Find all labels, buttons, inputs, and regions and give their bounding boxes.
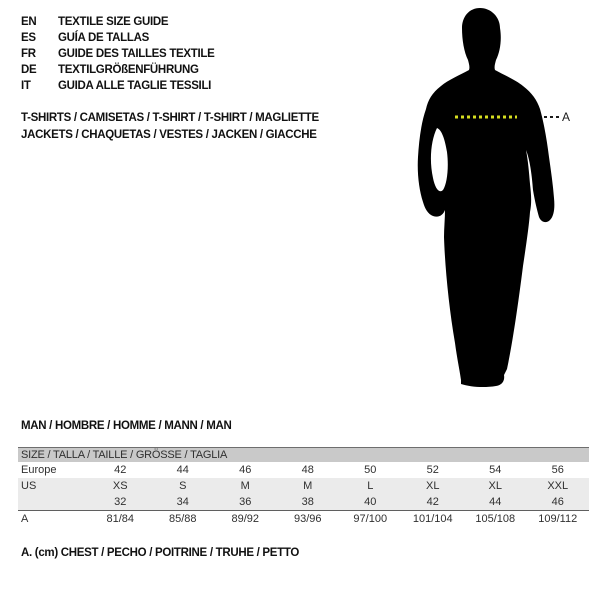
man-silhouette-path <box>418 8 555 387</box>
size-table-header: SIZE / TALLA / TAILLE / GRÖSSE / TAGLIA <box>18 447 589 462</box>
language-label: TEXTILE SIZE GUIDE <box>58 16 169 28</box>
size-cell: 85/88 <box>168 513 197 525</box>
size-cell: XL <box>426 480 440 492</box>
language-label: GUÍA DE TALLAS <box>58 32 149 44</box>
size-cell: M <box>240 480 250 492</box>
size-cell: 34 <box>176 496 189 508</box>
measure-label-a: A <box>562 110 571 124</box>
size-cell: 52 <box>426 464 439 476</box>
language-code: FR <box>21 48 36 60</box>
size-cell: 101/104 <box>412 513 453 525</box>
table-row-chest-a <box>18 510 589 527</box>
table-row-europe <box>18 462 589 478</box>
language-label: GUIDA ALLE TAGLIE TESSILI <box>58 80 212 92</box>
category-list <box>21 110 319 144</box>
size-cell: 44 <box>489 496 502 508</box>
size-cell: XS <box>112 480 128 492</box>
row-label: A <box>21 513 29 525</box>
size-cell: 42 <box>114 464 127 476</box>
language-code: ES <box>21 32 36 44</box>
language-label: GUIDE DES TAILLES TEXTILE <box>58 48 215 60</box>
row-label: Europe <box>21 464 57 476</box>
size-cell: 54 <box>489 464 502 476</box>
size-cell: XXL <box>547 480 569 492</box>
language-label: TEXTILGRÖßENFÜHRUNG <box>58 64 199 76</box>
size-cell: 109/112 <box>538 513 578 525</box>
section-title-man: MAN / HOMBRE / HOMME / MANN / MAN <box>21 420 232 432</box>
language-code: EN <box>21 16 37 28</box>
size-cell: M <box>303 480 313 492</box>
language-code: DE <box>21 64 37 76</box>
language-row <box>21 62 215 78</box>
size-cell: 93/96 <box>293 513 322 525</box>
language-row <box>21 46 215 62</box>
man-silhouette-figure <box>405 0 600 400</box>
size-cell: 42 <box>426 496 439 508</box>
measurement-footnote: A. (cm) CHEST / PECHO / POITRINE / TRUHE / PETTO <box>21 547 300 559</box>
size-cell: 44 <box>176 464 189 476</box>
size-cell: S <box>179 480 187 492</box>
size-cell: 38 <box>301 496 314 508</box>
size-cell: 81/84 <box>106 513 135 525</box>
category-jackets: JACKETS / CHAQUETAS / VESTES / JACKEN / GIACCHE <box>21 129 317 141</box>
size-cell: 97/100 <box>353 513 388 525</box>
category-tshirts: T-SHIRTS / CAMISETAS / T-SHIRT / T-SHIRT / MAGLIETTE <box>21 112 319 124</box>
row-label: US <box>21 480 37 492</box>
table-row-us <box>18 478 589 494</box>
size-cell: 40 <box>364 496 377 508</box>
language-code: IT <box>21 80 31 92</box>
language-row <box>21 78 215 94</box>
language-row <box>21 30 215 46</box>
table-row-numeric <box>18 494 589 510</box>
size-cell: L <box>367 480 374 492</box>
language-list <box>21 14 215 94</box>
size-cell: 48 <box>301 464 314 476</box>
size-cell: 46 <box>239 464 252 476</box>
row-label <box>18 494 89 510</box>
size-cell: 46 <box>551 496 564 508</box>
size-cell: 56 <box>551 464 564 476</box>
size-cell: 32 <box>114 496 127 508</box>
size-cell: 105/108 <box>475 513 516 525</box>
size-cell: 50 <box>364 464 377 476</box>
language-row <box>21 14 215 30</box>
size-cell: 89/92 <box>231 513 260 525</box>
size-cell: 36 <box>239 496 252 508</box>
size-table <box>18 447 589 527</box>
size-cell: XL <box>488 480 502 492</box>
